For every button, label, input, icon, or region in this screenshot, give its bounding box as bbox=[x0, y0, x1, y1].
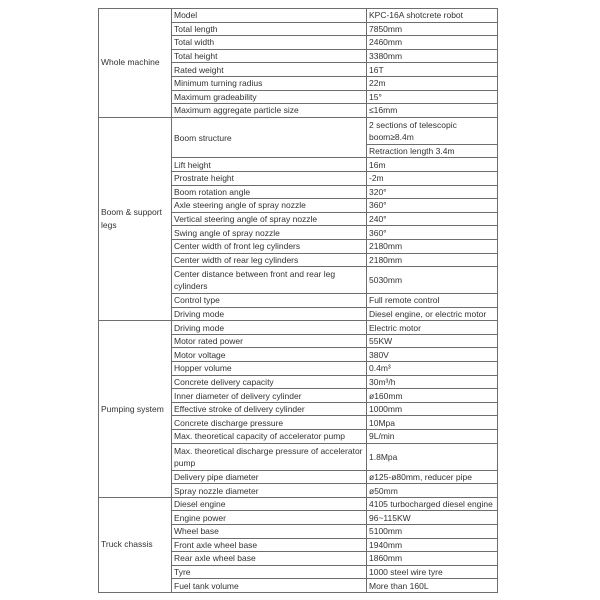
parameter-value: 320° bbox=[367, 185, 498, 199]
parameter-name: Motor voltage bbox=[172, 348, 367, 362]
parameter-name: Driving mode bbox=[172, 307, 367, 321]
parameter-name: Concrete discharge pressure bbox=[172, 416, 367, 430]
parameter-name: Total length bbox=[172, 22, 367, 36]
parameter-value: Diesel engine, or electric motor bbox=[367, 307, 498, 321]
parameter-name: Effective stroke of delivery cylinder bbox=[172, 402, 367, 416]
parameter-value: 0.4m³ bbox=[367, 362, 498, 376]
section-title: Boom & support legs bbox=[99, 117, 172, 321]
section-title: Pumping system bbox=[99, 321, 172, 498]
parameter-value: Retraction length 3.4m bbox=[367, 144, 498, 158]
parameter-value: 10Mpa bbox=[367, 416, 498, 430]
parameter-name: Center width of rear leg cylinders bbox=[172, 253, 367, 267]
parameter-value: 1.8Mpa bbox=[367, 443, 498, 470]
parameter-value: 4105 turbocharged diesel engine bbox=[367, 497, 498, 511]
parameter-value: 5030mm bbox=[367, 267, 498, 294]
spec-table-body bbox=[99, 9, 498, 593]
parameter-value: 1000 steel wire tyre bbox=[367, 565, 498, 579]
parameter-value: ø125-ø80mm, reducer pipe bbox=[367, 470, 498, 484]
parameter-value: Full remote control bbox=[367, 294, 498, 308]
parameter-value: 2180mm bbox=[367, 239, 498, 253]
parameter-value: ø50mm bbox=[367, 484, 498, 498]
parameter-name: Control type bbox=[172, 294, 367, 308]
parameter-name: Spray nozzle diameter bbox=[172, 484, 367, 498]
parameter-value: 5100mm bbox=[367, 525, 498, 539]
parameter-value: 16T bbox=[367, 63, 498, 77]
parameter-name: Inner diameter of delivery cylinder bbox=[172, 389, 367, 403]
parameter-value: Electric motor bbox=[367, 321, 498, 335]
table-row bbox=[99, 321, 498, 335]
parameter-name: Front axle wheel base bbox=[172, 538, 367, 552]
parameter-name: Total width bbox=[172, 36, 367, 50]
parameter-value: 55KW bbox=[367, 334, 498, 348]
parameter-name: Maximum gradeability bbox=[172, 90, 367, 104]
parameter-value: 96~115KW bbox=[367, 511, 498, 525]
parameter-value: KPC-16A shotcrete robot bbox=[367, 9, 498, 23]
parameter-name: Max. theoretical capacity of accelerator pump bbox=[172, 430, 367, 444]
parameter-name: Maximum aggregate particle size bbox=[172, 104, 367, 118]
section-title: Truck chassis bbox=[99, 497, 172, 592]
parameter-value: ø160mm bbox=[367, 389, 498, 403]
parameter-value: 2180mm bbox=[367, 253, 498, 267]
table-row bbox=[99, 9, 498, 23]
parameter-name: Prostrate height bbox=[172, 171, 367, 185]
table-row bbox=[99, 117, 498, 144]
parameter-value: 16m bbox=[367, 158, 498, 172]
parameter-name: Engine power bbox=[172, 511, 367, 525]
parameter-value: 2460mm bbox=[367, 36, 498, 50]
parameter-name: Fuel tank volume bbox=[172, 579, 367, 593]
parameter-name: Driving mode bbox=[172, 321, 367, 335]
parameter-name: Center distance between front and rear leg cylinders bbox=[172, 267, 367, 294]
parameter-name: Diesel engine bbox=[172, 497, 367, 511]
parameter-name: Swing angle of spray nozzle bbox=[172, 226, 367, 240]
parameter-name: Minimum turning radius bbox=[172, 76, 367, 90]
parameter-value: 360° bbox=[367, 226, 498, 240]
parameter-value: 380V bbox=[367, 348, 498, 362]
parameter-name: Concrete delivery capacity bbox=[172, 375, 367, 389]
parameter-value: 3380mm bbox=[367, 49, 498, 63]
parameter-name: Boom rotation angle bbox=[172, 185, 367, 199]
parameter-name: Model bbox=[172, 9, 367, 23]
parameter-value: -2m bbox=[367, 171, 498, 185]
parameter-name: Motor rated power bbox=[172, 334, 367, 348]
table-row bbox=[99, 497, 498, 511]
parameter-value: 360° bbox=[367, 199, 498, 213]
parameter-value: 2 sections of telescopic boom≥8.4m bbox=[367, 117, 498, 144]
parameter-name: Rated weight bbox=[172, 63, 367, 77]
parameter-value: 22m bbox=[367, 76, 498, 90]
parameter-value: 1000mm bbox=[367, 402, 498, 416]
parameter-name: Boom structure bbox=[172, 117, 367, 158]
parameter-value: 15° bbox=[367, 90, 498, 104]
parameter-name: Axle steering angle of spray nozzle bbox=[172, 199, 367, 213]
parameter-value: ≤16mm bbox=[367, 104, 498, 118]
parameter-value: 9L/min bbox=[367, 430, 498, 444]
parameter-value: 7850mm bbox=[367, 22, 498, 36]
parameter-value: More than 160L bbox=[367, 579, 498, 593]
parameter-name: Lift height bbox=[172, 158, 367, 172]
parameter-name: Center width of front leg cylinders bbox=[172, 239, 367, 253]
parameter-name: Tyre bbox=[172, 565, 367, 579]
parameter-name: Rear axle wheel base bbox=[172, 552, 367, 566]
parameter-name: Vertical steering angle of spray nozzle bbox=[172, 212, 367, 226]
parameter-value: 240° bbox=[367, 212, 498, 226]
parameter-name: Max. theoretical discharge pressure of accelerator pump bbox=[172, 443, 367, 470]
parameter-name: Wheel base bbox=[172, 525, 367, 539]
spec-table bbox=[98, 8, 498, 593]
parameter-value: 1940mm bbox=[367, 538, 498, 552]
parameter-name: Hopper volume bbox=[172, 362, 367, 376]
parameter-value: 30m³/h bbox=[367, 375, 498, 389]
parameter-value: 1860mm bbox=[367, 552, 498, 566]
parameter-name: Delivery pipe diameter bbox=[172, 470, 367, 484]
parameter-name: Total height bbox=[172, 49, 367, 63]
section-title: Whole machine bbox=[99, 9, 172, 118]
